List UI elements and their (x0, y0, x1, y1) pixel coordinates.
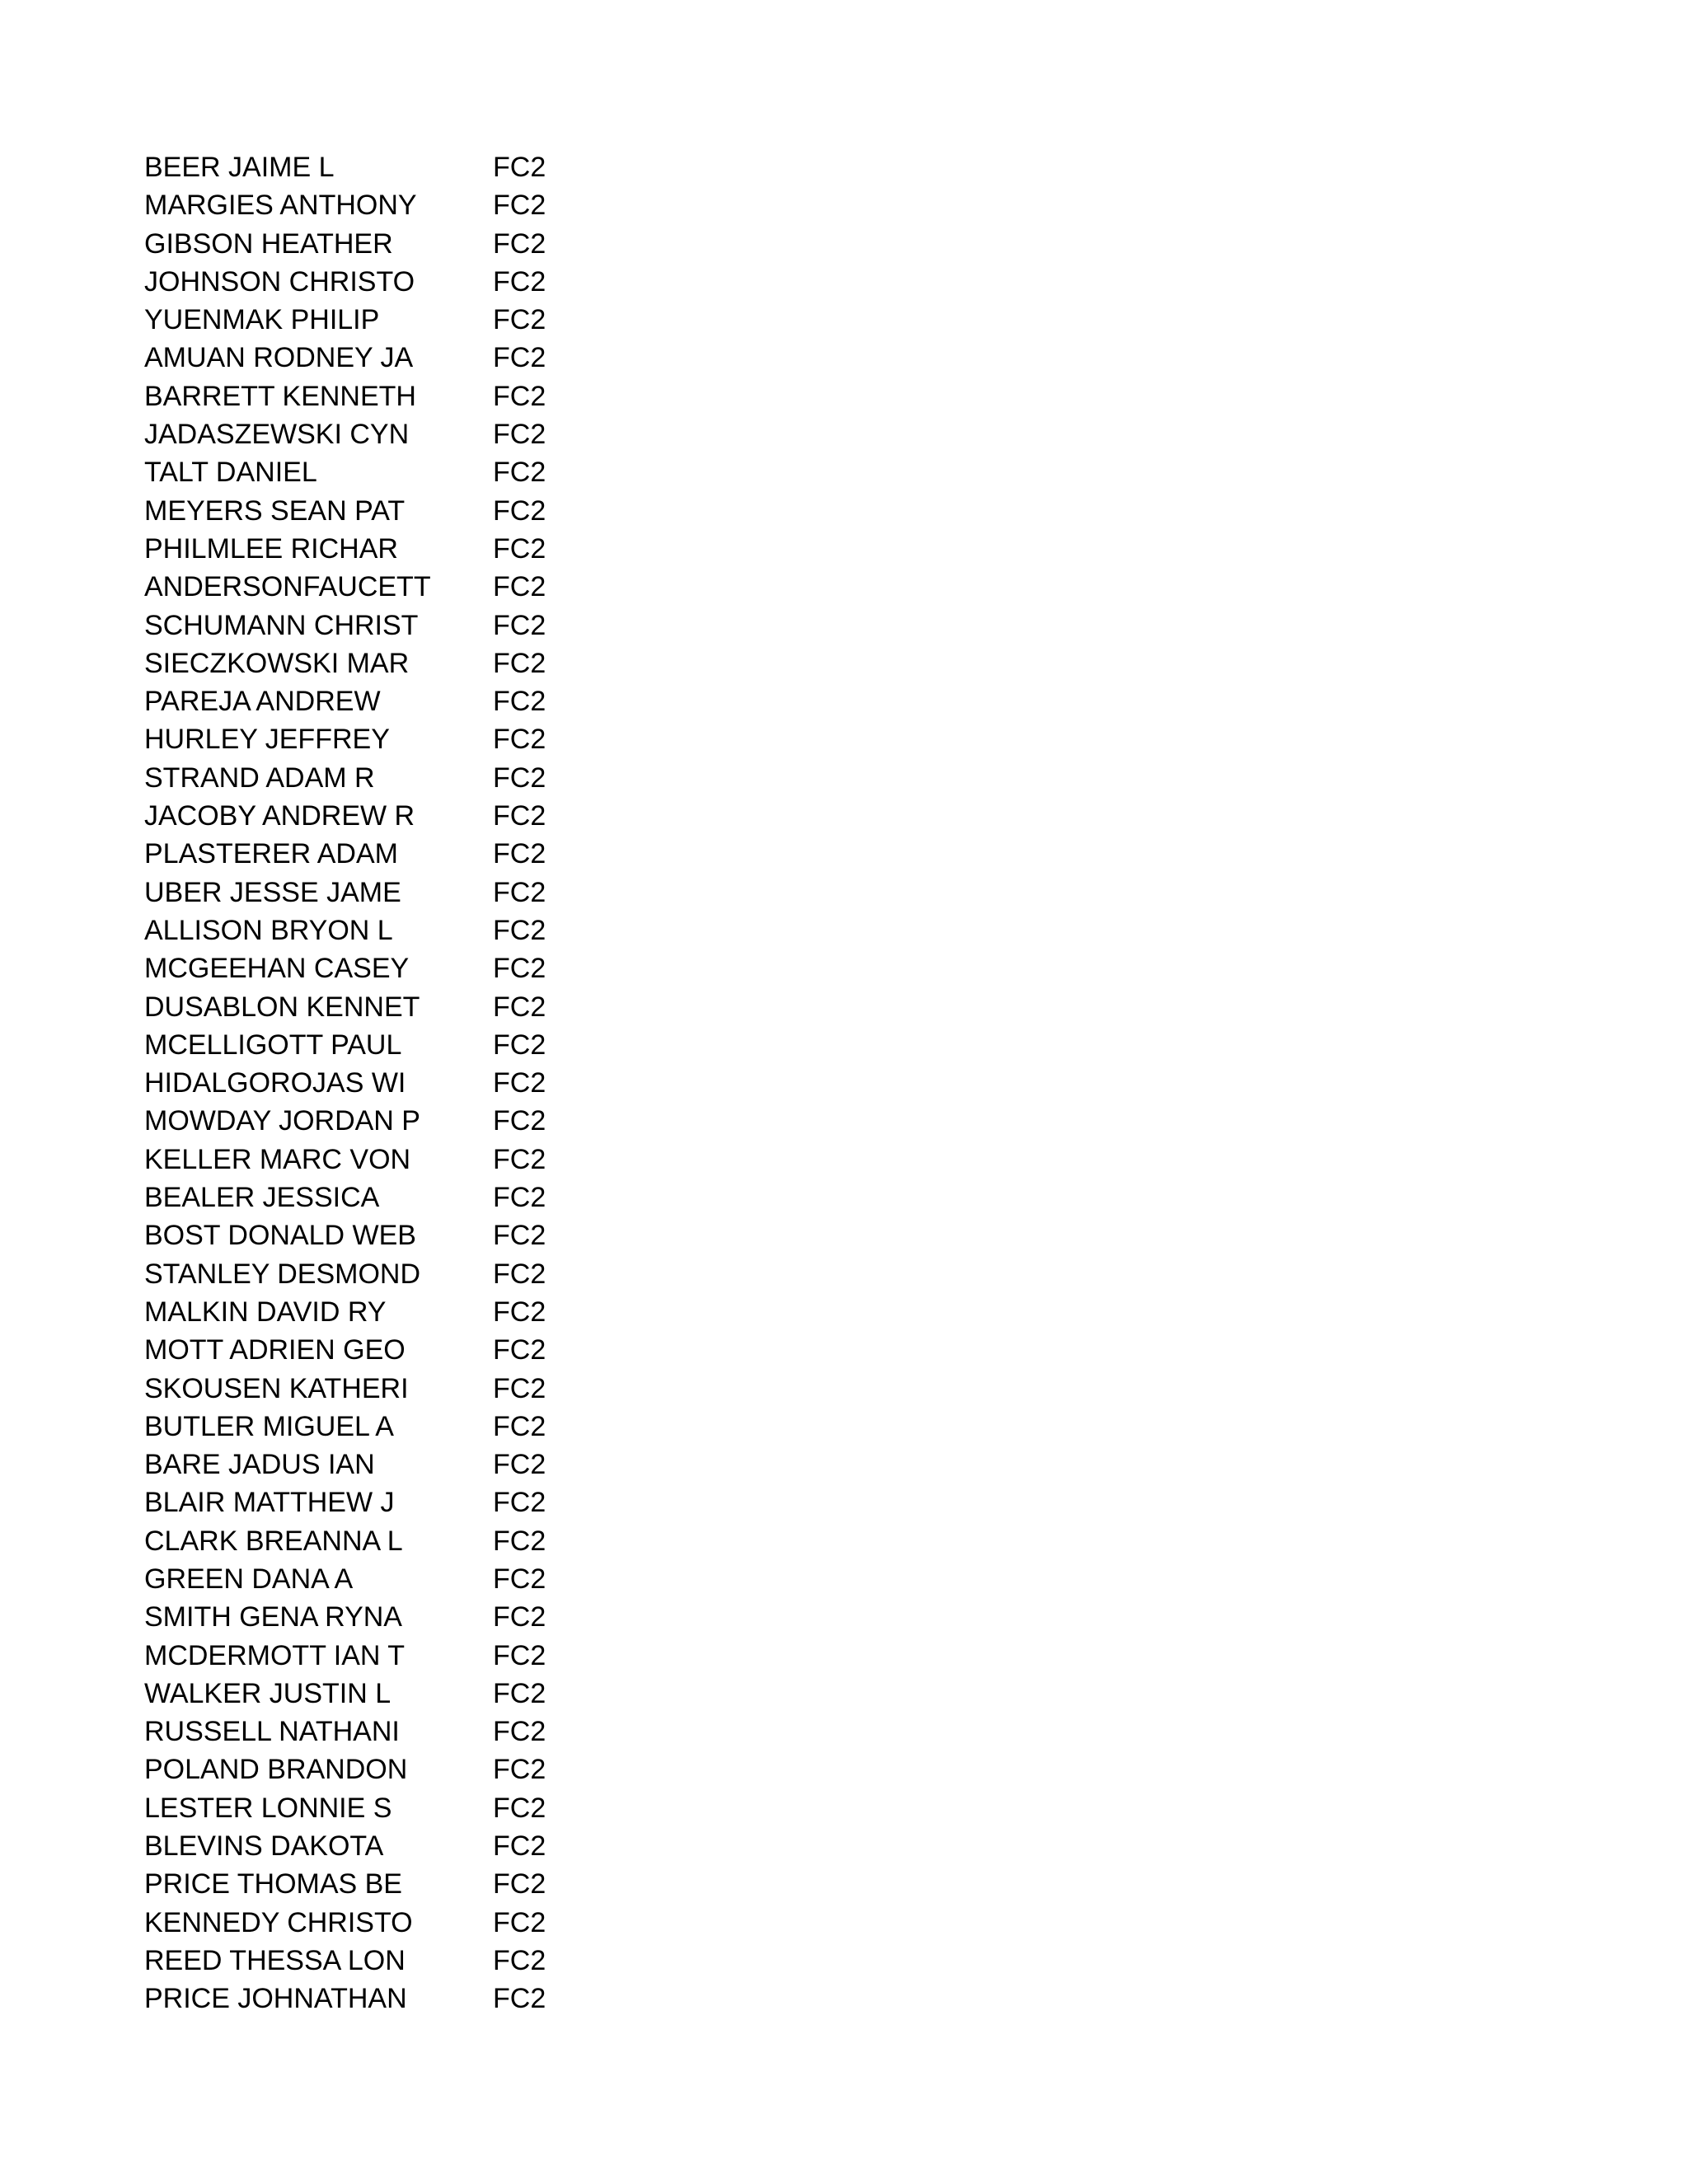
roster-row (144, 263, 886, 301)
member-name: AMUAN RODNEY JA (144, 342, 414, 374)
roster-row (144, 874, 886, 912)
member-rank: FC2 (493, 1410, 546, 1442)
member-name: MEYERS SEAN PAT (144, 494, 406, 527)
member-rank: FC2 (493, 1868, 546, 1900)
member-name: BEER JAIME L (144, 152, 335, 183)
member-name: MOTT ADRIEN GEO (144, 1334, 406, 1366)
roster-row (144, 1255, 886, 1293)
member-name: MOWDAY JORDAN P (144, 1105, 420, 1137)
roster-row (144, 1102, 886, 1140)
member-rank: FC2 (493, 991, 546, 1023)
member-rank: FC2 (493, 838, 546, 870)
member-rank: FC2 (493, 800, 546, 832)
member-rank: FC2 (493, 190, 546, 222)
member-name: SMITH GENA RYNA (144, 1601, 402, 1633)
member-name: MCDERMOTT IAN T (144, 1639, 406, 1671)
member-name: BUTLER MIGUEL A (144, 1410, 394, 1442)
member-name: MCELLIGOTT PAUL (144, 1029, 402, 1061)
member-rank: FC2 (493, 1792, 546, 1824)
roster-row (144, 720, 886, 758)
member-name: TALT DANIEL (144, 457, 317, 489)
member-rank: FC2 (493, 1677, 546, 1709)
member-name: WALKER JUSTIN L (144, 1677, 392, 1709)
roster-row (144, 1675, 886, 1713)
member-rank: FC2 (493, 724, 546, 756)
roster-row (144, 1980, 886, 2018)
member-rank: FC2 (493, 1067, 546, 1099)
member-rank: FC2 (493, 762, 546, 794)
member-name: MCGEEHAN CASEY (144, 953, 410, 985)
member-name: UBER JESSE JAME (144, 876, 401, 908)
roster-row (144, 988, 886, 1026)
member-name: CLARK BREANNA L (144, 1525, 403, 1557)
member-name: JADASZEWSKI CYN (144, 419, 410, 451)
member-name: ANDERSONFAUCETT (144, 571, 431, 603)
roster-row (144, 759, 886, 797)
member-rank: FC2 (493, 152, 546, 183)
member-rank: FC2 (493, 1449, 546, 1481)
member-name: PAREJA ANDREW (144, 686, 381, 718)
member-rank: FC2 (493, 1143, 546, 1175)
member-rank: FC2 (493, 1182, 546, 1214)
member-rank: FC2 (493, 227, 546, 260)
member-rank: FC2 (493, 1525, 546, 1557)
member-name: JOHNSON CHRISTO (144, 265, 415, 298)
member-name: LESTER LONNIE S (144, 1792, 392, 1824)
member-rank: FC2 (493, 1487, 546, 1519)
roster-row (144, 1827, 886, 1865)
roster-row (144, 1750, 886, 1788)
roster-row (144, 453, 886, 491)
roster-row (144, 1942, 886, 1980)
roster-row (144, 1331, 886, 1369)
member-rank: FC2 (493, 1601, 546, 1633)
roster-row (144, 339, 886, 377)
member-name: SCHUMANN CHRIST (144, 609, 419, 641)
member-name: BARE JADUS IAN (144, 1449, 375, 1481)
member-rank: FC2 (493, 494, 546, 527)
roster-row (144, 1865, 886, 1903)
member-name: ALLISON BRYON L (144, 914, 393, 946)
member-name: GREEN DANA A (144, 1563, 354, 1595)
roster-row (144, 607, 886, 644)
member-rank: FC2 (493, 1258, 546, 1290)
member-name: HURLEY JEFFREY (144, 724, 390, 756)
member-name: PRICE JOHNATHAN (144, 1983, 407, 2015)
roster-row (144, 1026, 886, 1064)
member-name: PHILMLEE RICHAR (144, 532, 398, 565)
roster-row (144, 492, 886, 530)
roster-list (144, 148, 886, 2018)
member-rank: FC2 (493, 914, 546, 946)
member-name: REED THESSA LON (144, 1944, 406, 1976)
member-name: STANLEY DESMOND (144, 1258, 421, 1290)
member-name: PLASTERER ADAM (144, 838, 398, 870)
roster-row (144, 949, 886, 987)
roster-row (144, 1637, 886, 1675)
member-rank: FC2 (493, 532, 546, 565)
roster-row (144, 644, 886, 682)
member-rank: FC2 (493, 876, 546, 908)
roster-row (144, 1483, 886, 1521)
roster-row (144, 835, 886, 873)
roster-row (144, 1216, 886, 1254)
member-rank: FC2 (493, 686, 546, 718)
member-rank: FC2 (493, 1220, 546, 1252)
roster-row (144, 1408, 886, 1446)
member-name: BLAIR MATTHEW J (144, 1487, 395, 1519)
roster-row (144, 1904, 886, 1942)
roster-row (144, 1446, 886, 1483)
roster-row (144, 377, 886, 415)
roster-row (144, 1713, 886, 1750)
member-name: GIBSON HEATHER (144, 227, 393, 260)
member-name: MALKIN DAVID RY (144, 1296, 387, 1328)
member-rank: FC2 (493, 1830, 546, 1863)
member-name: BEALER JESSICA (144, 1182, 380, 1214)
member-rank: FC2 (493, 1983, 546, 2015)
member-name: RUSSELL NATHANI (144, 1716, 400, 1748)
member-rank: FC2 (493, 380, 546, 412)
member-rank: FC2 (493, 1029, 546, 1061)
roster-row (144, 225, 886, 263)
member-rank: FC2 (493, 457, 546, 489)
member-rank: FC2 (493, 1105, 546, 1137)
member-rank: FC2 (493, 647, 546, 679)
roster-row (144, 1179, 886, 1216)
roster-row (144, 1064, 886, 1102)
member-name: PRICE THOMAS BE (144, 1868, 402, 1900)
roster-row (144, 1293, 886, 1331)
member-name: DUSABLON KENNET (144, 991, 420, 1023)
roster-row (144, 1141, 886, 1179)
member-rank: FC2 (493, 1716, 546, 1748)
member-name: KELLER MARC VON (144, 1143, 411, 1175)
member-name: BLEVINS DAKOTA (144, 1830, 384, 1863)
roster-row (144, 1789, 886, 1827)
member-rank: FC2 (493, 419, 546, 451)
roster-row (144, 797, 886, 835)
roster-row (144, 568, 886, 606)
member-name: KENNEDY CHRISTO (144, 1906, 413, 1938)
member-name: SKOUSEN KATHERI (144, 1372, 409, 1404)
roster-row (144, 1370, 886, 1408)
roster-row (144, 301, 886, 339)
member-name: HIDALGOROJAS WI (144, 1067, 406, 1099)
roster-row (144, 682, 886, 720)
member-rank: FC2 (493, 609, 546, 641)
roster-row (144, 186, 886, 224)
member-name: BARRETT KENNETH (144, 380, 416, 412)
member-name: JACOBY ANDREW R (144, 800, 415, 832)
member-name: STRAND ADAM R (144, 762, 375, 794)
member-name: SIECZKOWSKI MAR (144, 647, 410, 679)
roster-row (144, 530, 886, 568)
member-rank: FC2 (493, 1906, 546, 1938)
member-rank: FC2 (493, 1639, 546, 1671)
roster-row (144, 1560, 886, 1598)
member-name: POLAND BRANDON (144, 1754, 408, 1786)
member-rank: FC2 (493, 1334, 546, 1366)
member-rank: FC2 (493, 304, 546, 336)
member-rank: FC2 (493, 1754, 546, 1786)
roster-row (144, 1522, 886, 1560)
member-name: MARGIES ANTHONY (144, 190, 417, 222)
member-rank: FC2 (493, 571, 546, 603)
member-rank: FC2 (493, 1296, 546, 1328)
roster-row (144, 415, 886, 453)
member-rank: FC2 (493, 1372, 546, 1404)
member-rank: FC2 (493, 1563, 546, 1595)
roster-row (144, 148, 886, 186)
member-rank: FC2 (493, 1944, 546, 1976)
member-name: YUENMAK PHILIP (144, 304, 380, 336)
roster-row (144, 1598, 886, 1636)
member-rank: FC2 (493, 953, 546, 985)
member-name: BOST DONALD WEB (144, 1220, 416, 1252)
member-rank: FC2 (493, 265, 546, 298)
roster-row (144, 912, 886, 949)
member-rank: FC2 (493, 342, 546, 374)
